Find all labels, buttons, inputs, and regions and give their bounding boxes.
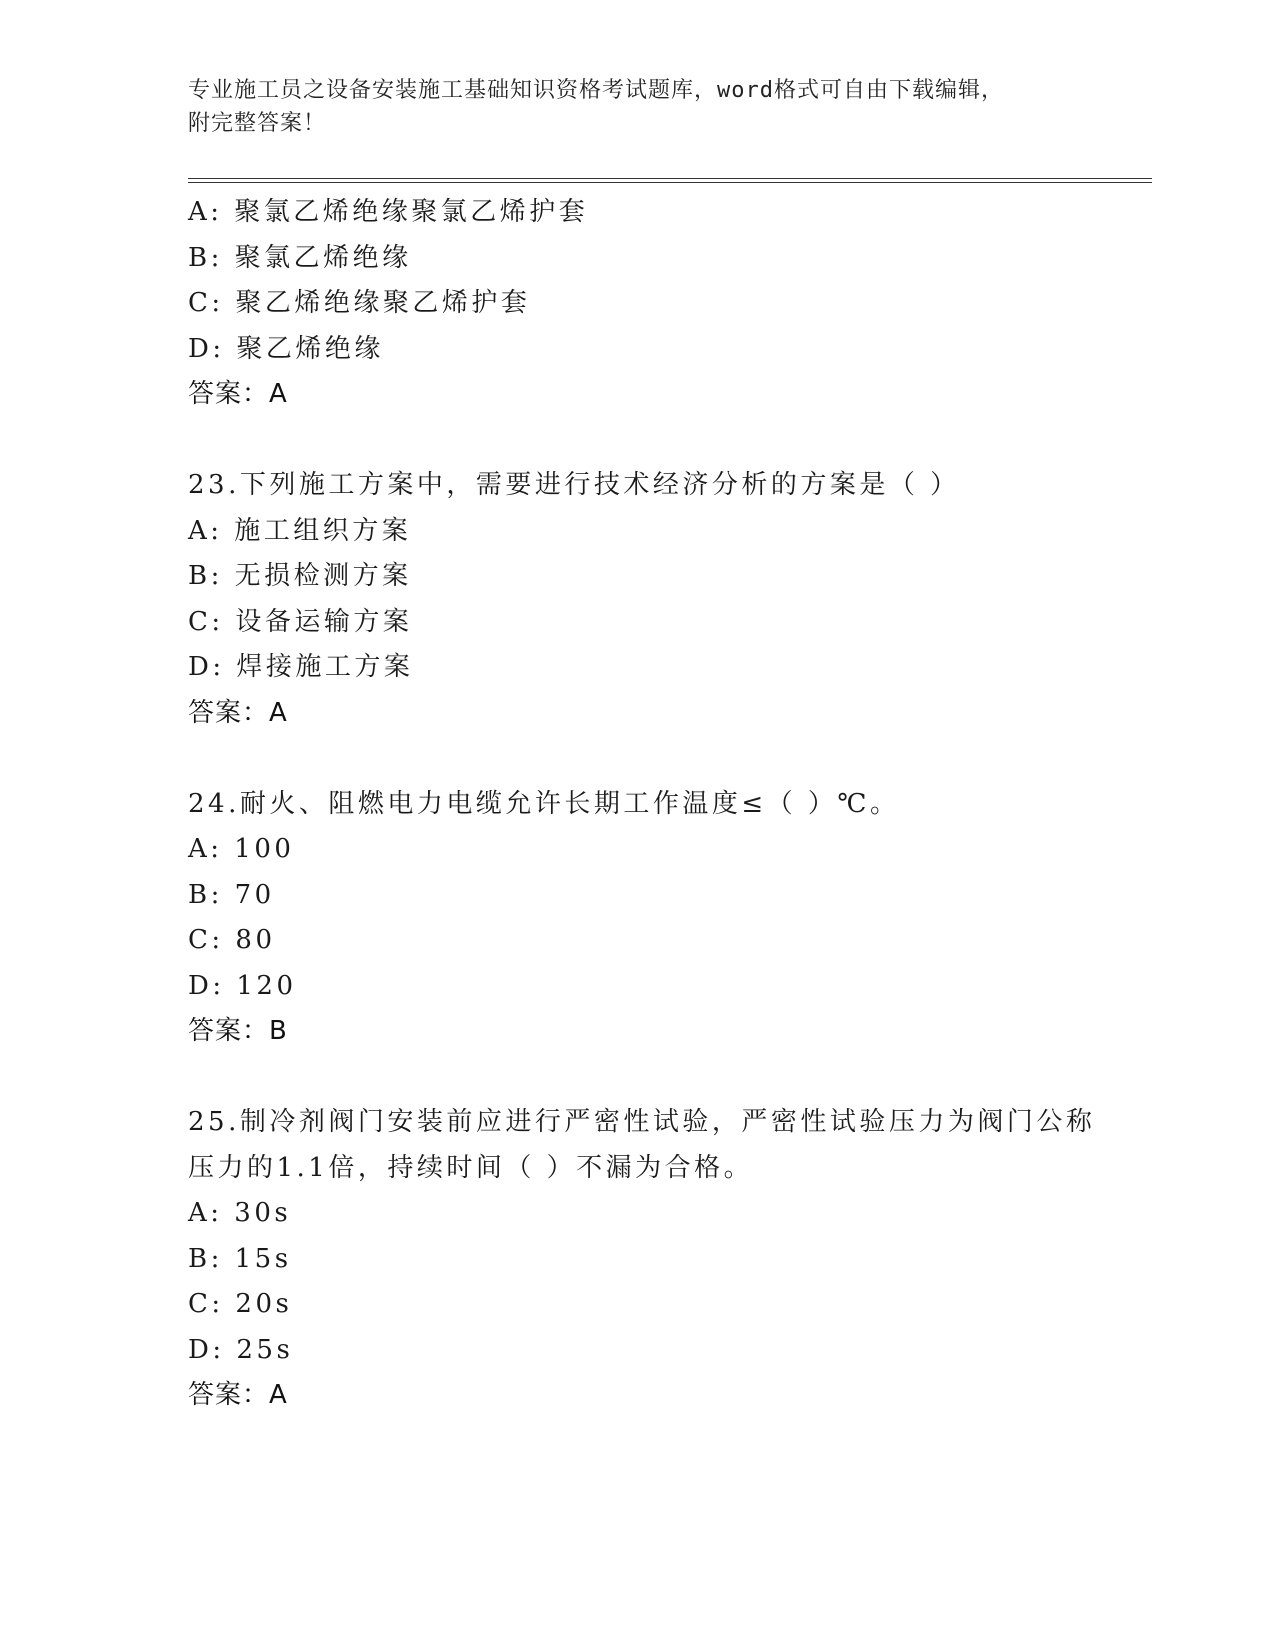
document-header <box>188 74 1068 140</box>
option-a: A: 30s <box>188 1198 292 1228</box>
question-block-23 <box>188 463 1088 736</box>
spacer <box>188 1055 1088 1101</box>
option-d: D: 25s <box>188 1334 294 1365</box>
answer-line: 答案：B <box>188 1016 288 1046</box>
spacer <box>188 736 1088 782</box>
question-block-22 <box>188 190 1088 418</box>
header-line-2: 附完整答案！ <box>188 111 327 136</box>
option-c: C: 聚乙烯绝缘聚乙烯护套 <box>188 288 531 318</box>
question-text: 24.耐火、阻燃电力电缆允许长期工作温度≤（ ）℃。 <box>188 788 900 819</box>
question-text-line-2: 压力的1.1倍，持续时间（ ）不漏为合格。 <box>188 1152 754 1183</box>
header-line-1: 专业施工员之设备安装施工基础知识资格考试题库，word格式可自由下载编辑， <box>188 78 1004 103</box>
option-b: B: 聚氯乙烯绝缘 <box>188 242 412 273</box>
option-a: A: 100 <box>188 834 295 864</box>
question-block-25 <box>188 1100 1096 1419</box>
question-text: 23.下列施工方案中，需要进行技术经济分析的方案是（ ） <box>188 470 960 500</box>
option-b: B: 15s <box>188 1243 292 1274</box>
option-c: C: 20s <box>188 1289 293 1319</box>
question-list <box>188 190 1096 1419</box>
option-b: B: 70 <box>188 879 275 910</box>
option-c: C: 80 <box>188 925 276 955</box>
option-d: D: 焊接施工方案 <box>188 652 414 682</box>
answer-line: 答案：A <box>188 697 288 728</box>
answer-line: 答案：A <box>188 379 288 409</box>
question-text-line-1: 25.制冷剂阀门安装前应进行严密性试验，严密性试验压力为阀门公称 <box>188 1107 1096 1137</box>
option-c: C: 设备运输方案 <box>188 606 413 637</box>
answer-line: 答案：A <box>188 1380 288 1410</box>
question-block-24 <box>188 782 1088 1055</box>
option-d: D: 120 <box>188 970 297 1001</box>
option-a: A: 施工组织方案 <box>188 515 412 546</box>
header-divider-bottom <box>188 182 1152 183</box>
option-a: A: 聚氯乙烯绝缘聚氯乙烯护套 <box>188 197 589 227</box>
option-b: B: 无损检测方案 <box>188 561 412 591</box>
spacer <box>188 418 1088 464</box>
header-divider-top <box>188 178 1152 179</box>
option-d: D: 聚乙烯绝缘 <box>188 333 384 364</box>
